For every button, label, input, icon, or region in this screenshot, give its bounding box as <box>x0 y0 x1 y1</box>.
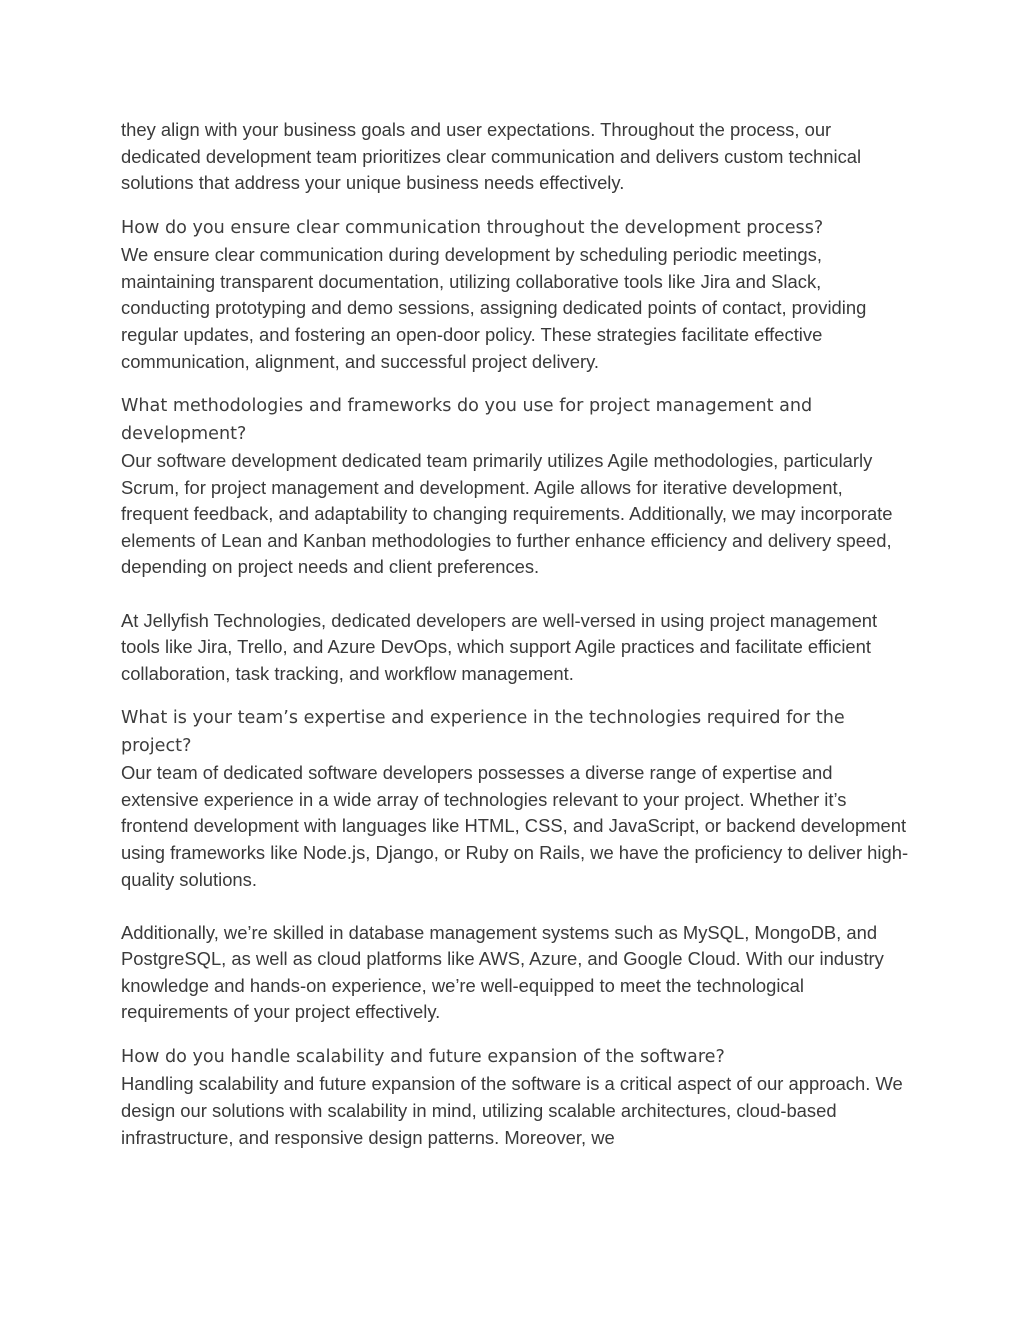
faq-answer-methodologies: Our software development dedicated team primarily utilizes Agile methodologies, particularly Scrum, for project management and development. Agile allows for iterative development, frequent feedback, and adaptability to changing requirements. Additionally, we may incorporate elements of Lean and Kanban methodologies to further enhance efficiency and delivery speed, depending on project needs and client preferences. <box>121 449 893 578</box>
faq-question-communication: How do you ensure clear communication throughout the development process? <box>121 217 824 238</box>
intro-paragraph: they align with your business goals and user expectations. Throughout the process, our dedicated development team prioritizes clear communication and delivers custom technical solutions that address your unique business needs effectively. <box>121 119 862 194</box>
spacer <box>121 893 911 920</box>
spacer <box>121 375 911 393</box>
document-page <box>121 117 911 1151</box>
faq-answer-methodologies-tools: At Jellyfish Technologies, dedicated developers are well-versed in using project management tools like Jira, Trello, and Azure DevOps, which support Agile practices and facilitate efficient collaboration, task tracking, and workflow management. <box>121 609 878 684</box>
spacer <box>121 687 911 705</box>
faq-answer-expertise: Our team of dedicated software developers possesses a diverse range of expertise and extensive experience in a wide array of technologies relevant to your project. Whether it’s frontend development with languages like HTML, CSS, and JavaScript, or backend development using frameworks like Node.js, Django, or Ruby on Rails, we have the proficiency to deliver high-quality solutions. <box>121 762 909 890</box>
faq-question-methodologies: What methodologies and frameworks do you use for project management and development? <box>121 396 813 444</box>
faq-question-scalability: How do you handle scalability and future expansion of the software? <box>121 1047 725 1068</box>
faq-answer-communication: We ensure clear communication during development by scheduling periodic meetings, maintaining transparent documentation, utilizing collaborative tools like Jira and Slack, conducting prototyping and demo sessions, assigning dedicated points of contact, providing regular updates, and fostering an open-door policy. These strategies facilitate effective communication, alignment, and successful project delivery. <box>121 244 867 372</box>
spacer <box>121 581 911 608</box>
spacer <box>121 1026 911 1044</box>
faq-question-expertise: What is your team’s expertise and experience in the technologies required for the project? <box>121 708 845 756</box>
faq-answer-expertise-databases: Additionally, we’re skilled in database management systems such as MySQL, MongoDB, and PostgreSQL, as well as cloud platforms like AWS, Azure, and Google Cloud. With our industry knowledge and hands-on experience, we’re well-equipped to meet the technological requirements of your project effectively. <box>121 921 884 1023</box>
spacer <box>121 197 911 215</box>
faq-answer-scalability: Handling scalability and future expansion of the software is a critical aspect of our approach. We design our solutions with scalability in mind, utilizing scalable architectures, cloud-based infrastructure, and responsive design patterns. Moreover, we <box>121 1073 903 1148</box>
